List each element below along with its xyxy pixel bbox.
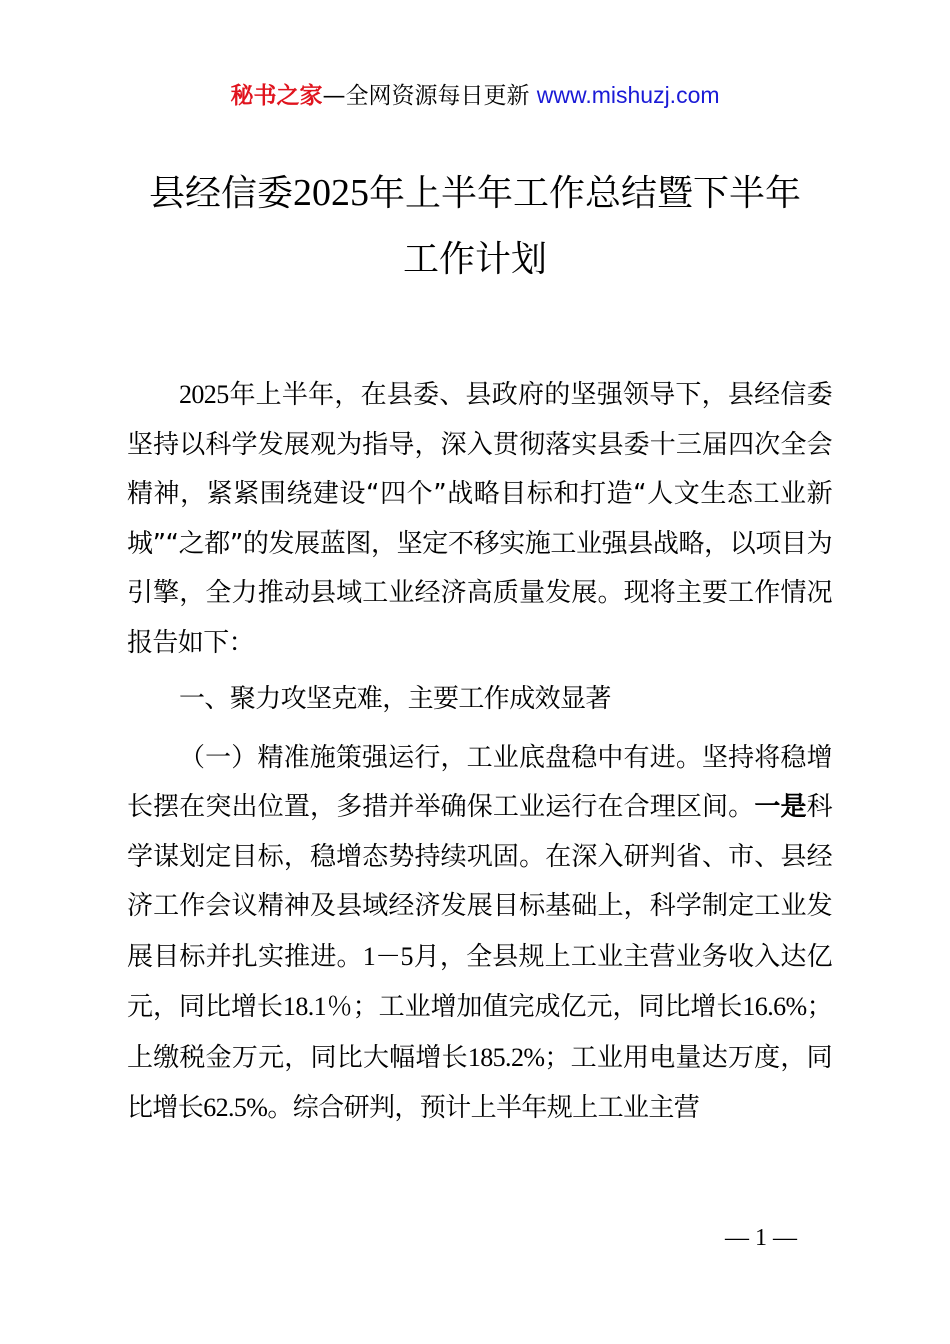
site-header	[0, 78, 950, 113]
title-text-part-2: 年上半年工作总结暨下半年	[369, 173, 802, 214]
page-number: — 1 —	[725, 1225, 797, 1251]
site-slogan: —全网资源每日更新	[322, 83, 537, 109]
document-title	[100, 160, 850, 293]
intro-year: 2025	[179, 380, 229, 409]
section-heading-1: 一、聚力攻坚克难，主要工作成效显著	[179, 684, 611, 714]
title-text-part-1: 县经信委	[148, 173, 293, 214]
title-line-2: 工作计划	[402, 239, 547, 280]
point-text-4: ；上缴税金万元，同比大幅增长	[127, 992, 832, 1073]
site-brand: 秘书之家	[230, 83, 323, 109]
point-text-5: ；工业用电量达万度，同比增长	[127, 1042, 832, 1123]
revenue-growth-value: 18.1％	[282, 992, 353, 1021]
site-url-link[interactable]: www.mishuzj.com	[536, 82, 720, 108]
intro-paragraph	[127, 370, 832, 668]
subsection-lead: （一）精准施策强运行，工业底盘稳中有进。坚持将稳增长摆在突出位置，多措并举确保工业运行在合理区间。	[127, 742, 832, 822]
title-year: 2025	[293, 172, 369, 214]
point-marker-first: 一是	[754, 792, 807, 822]
added-value-growth-value: 16.6%	[742, 992, 807, 1021]
electricity-growth-value: 62.5%	[203, 1093, 268, 1122]
period-value: 1－5	[362, 941, 413, 971]
point-text-3: ；工业增加值完成亿元，同比增长	[352, 992, 743, 1022]
point-text-6: 。综合研判，预计上半年规上工业主营	[267, 1093, 700, 1123]
point-text-2: 月，全县规上工业主营业务收入达亿元，同比增长	[127, 941, 832, 1022]
intro-text: 年上半年，在县委、县政府的坚强领导下，县经信委坚持以科学发展观为指导，深入贯彻落实县委十三届四次全会精神，紧紧围绕建设“四个”战略目标和打造“人文生态工业新城”“之都”的发展蓝图，坚定不移实施工业强县战略，以项目为引擎，全力推动县域工业经济高质量发展。现将主要工作情况报告如下：	[127, 380, 832, 658]
point-text-1: 科学谋划定目标，稳增态势持续巩固。在深入研判省、市、县经济工作会议精神及县域经济发展目标基础上，科学制定工业发展目标并扎实推进。	[127, 792, 832, 972]
tax-growth-value: 185.2%	[467, 1042, 545, 1072]
subsection-paragraph-1	[127, 734, 832, 1134]
document-body	[127, 370, 832, 1134]
